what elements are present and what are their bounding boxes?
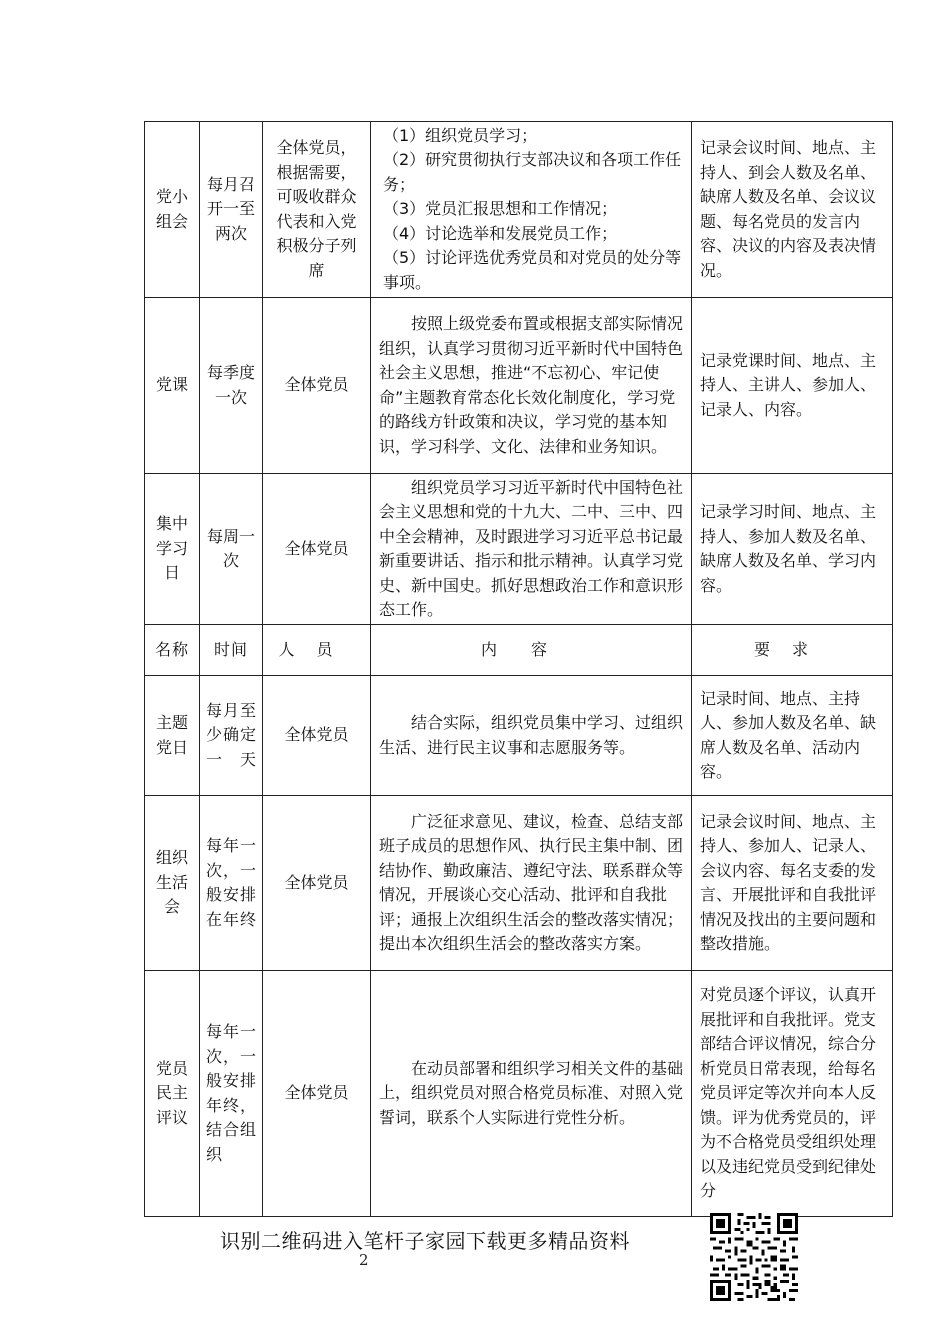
row-people: 全体党员，根据需要，可吸收群众代表和入党积极分子列席: [263, 122, 371, 298]
row-time: 每年一次，一般安排在年终: [200, 796, 263, 971]
row-name: 党课: [145, 298, 200, 474]
row-people: 全体党员: [263, 474, 371, 625]
header-content: 内容: [371, 625, 692, 676]
header-name: 名称: [145, 625, 200, 676]
content-list-item: （3）党员汇报思想和工作情况；: [383, 199, 618, 219]
header-people: 人员: [263, 625, 371, 676]
header-time: 时间: [200, 625, 263, 676]
table-row: [145, 971, 893, 1217]
row-name: 党小组会: [145, 122, 200, 298]
row-content: 广泛征求意见、建议，检查、总结支部班子成员的思想作风、执行民主集中制、团结协作、勤政廉洁、遵纪守法、联系群众等情况，开展谈心交心活动、批评和自我批评；通报上次组织生活会的整改落实情况；提出本次组织生活会的整改落实方案。: [371, 796, 692, 971]
row-name: 党员民主评议: [145, 971, 200, 1217]
row-requirement: 记录党课时间、地点、主持人、主讲人、参加人、记录人、内容。: [692, 298, 893, 474]
table-row: [145, 474, 893, 625]
row-people: 全体党员: [263, 971, 371, 1217]
row-requirement: 记录时间、地点、主持人、参加人数及名单、缺席人数及名单、活动内容。: [692, 676, 893, 796]
row-time: 每年一次，一般安排年终，结合组织: [200, 971, 263, 1217]
table-row: [145, 796, 893, 971]
row-content: 按照上级党委布置或根据支部实际情况组织，认真学习贯彻习近平新时代中国特色社会主义思想，推进“不忘初心、牢记使命”主题教育常态化长效化制度化，学习党的路线方针政策和决议，学习党的基本知识，学习科学、文化、法律和业务知识。: [371, 298, 692, 474]
row-content: 在动员部署和组织学习相关文件的基础上，组织党员对照合格党员标准、对照入党誓词，联系个人实际进行党性分析。: [371, 971, 692, 1217]
row-name: 组织生活会: [145, 796, 200, 971]
header-requirement: 要求: [692, 625, 893, 676]
content-list-item: （1）组织党员学习；: [383, 125, 538, 145]
table-row: [145, 298, 893, 474]
row-content: [371, 122, 692, 298]
row-requirement: 记录学习时间、地点、主持人、参加人数及名单、缺席人数及名单、学习内容。: [692, 474, 893, 625]
row-people: 全体党员: [263, 796, 371, 971]
row-people: 全体党员: [263, 298, 371, 474]
row-time: 每季度一次: [200, 298, 263, 474]
content-list-item: （5）讨论评选优秀党员和对党员的处分等事项。: [383, 248, 682, 292]
row-name: 集中学习日: [145, 474, 200, 625]
table-row: [145, 122, 893, 298]
row-name: 主题党日: [145, 676, 200, 796]
row-content: 结合实际，组织党员集中学习、过组织生活、进行民主议事和志愿服务等。: [371, 676, 692, 796]
content-list-item: （2）研究贯彻执行支部决议和各项工作任务；: [383, 150, 682, 194]
table-row: [145, 676, 893, 796]
row-requirement: 记录会议时间、地点、主持人、到会人数及名单、缺席人数及名单、会议议题、每名党员的发言内容、决议的内容及表决情况。: [692, 122, 893, 298]
row-requirement: 记录会议时间、地点、主持人、参加人、记录人、会议内容、每名支委的发言、开展批评和自我批评情况及找出的主要问题和整改措施。: [692, 796, 893, 971]
row-time: 每周一次: [200, 474, 263, 625]
page-number: 2: [359, 1251, 369, 1269]
row-requirement: 对党员逐个评议，认真开展批评和自我批评。党支部结合评议情况，综合分析党员日常表现，给每名党员评定等次并向本人反馈。评为优秀党员的，评为不合格党员受组织处理以及违纪党员受到纪律处分: [692, 971, 893, 1217]
row-time: 每月召开一至两次: [200, 122, 263, 298]
content-list-item: （4）讨论选举和发展党员工作；: [383, 223, 618, 243]
row-content: 组织党员学习习近平新时代中国特色社会主义思想和党的十九大、二中、三中、四中全会精神，及时跟进学习习近平总书记最新重要讲话、指示和批示精神。认真学习党史、新中国史。抓好思想政治工作和意识形态工作。: [371, 474, 692, 625]
qr-code-icon[interactable]: [710, 1213, 798, 1301]
footer-promo-text: 识别二维码进入笔杆子家园下载更多精品资料: [220, 1229, 630, 1253]
row-time: 每月至少确定一天: [200, 676, 263, 796]
table-header-row: [145, 625, 893, 676]
row-people: 全体党员: [263, 676, 371, 796]
party-activity-table: [144, 121, 893, 1217]
